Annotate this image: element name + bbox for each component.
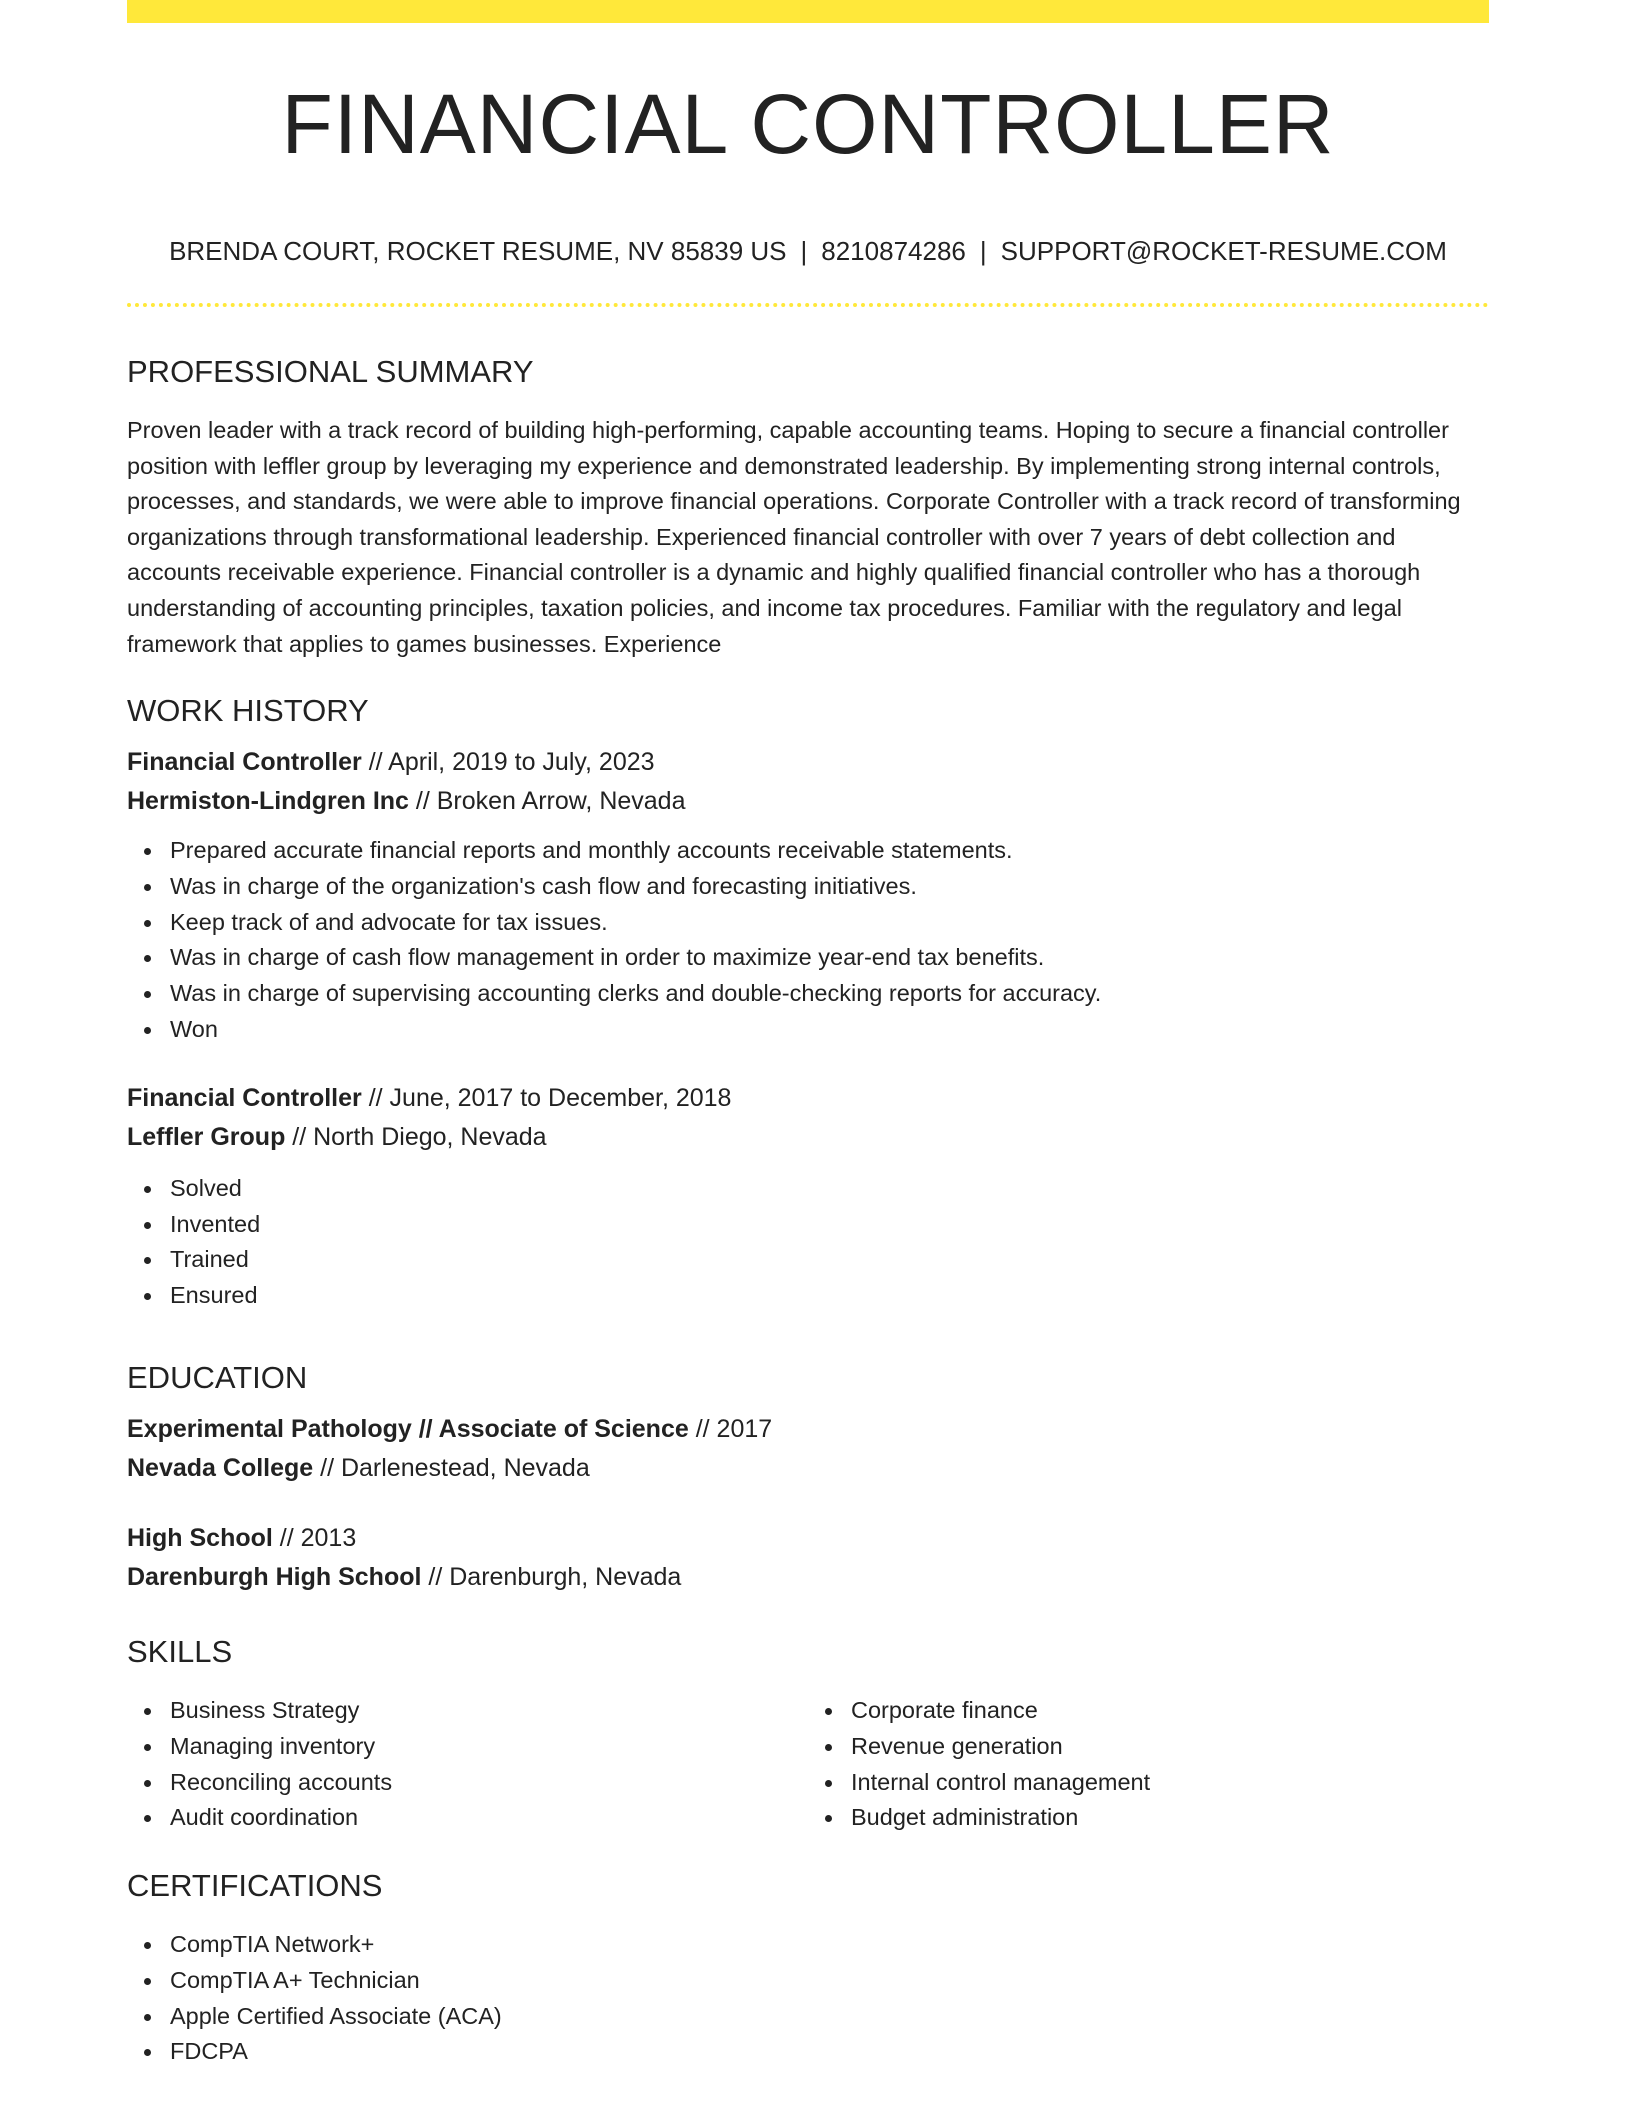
degree-line — [127, 1519, 1489, 1558]
job-bullet: Won — [170, 1012, 1489, 1048]
work-history-section — [127, 695, 1489, 1314]
section-heading-education: EDUCATION — [127, 1360, 308, 1395]
skill-item: Revenue generation — [851, 1729, 1489, 1765]
education-year: // 2017 — [688, 1415, 773, 1443]
job-bullets — [127, 1171, 1489, 1314]
school: Nevada College — [127, 1454, 314, 1482]
job-bullet: Was in charge of the organization's cash flow and forecasting initiatives. — [170, 869, 1489, 905]
school-line — [127, 1558, 1489, 1597]
degree: High School — [127, 1524, 273, 1552]
contact-phone: 8210874286 — [821, 236, 966, 266]
job-title: Financial Controller — [127, 1083, 362, 1112]
section-heading-summary: PROFESSIONAL SUMMARY — [127, 354, 534, 389]
job-entry — [127, 743, 1489, 1048]
job-entry — [127, 1079, 1489, 1314]
dotted-divider — [127, 303, 1489, 307]
skill-item: Audit coordination — [170, 1800, 808, 1836]
skill-item: Internal control management — [851, 1765, 1489, 1801]
certification-item: CompTIA A+ Technician — [170, 1963, 1489, 1999]
skills-list-right — [808, 1693, 1489, 1836]
contact-address: BRENDA COURT, ROCKET RESUME, NV 85839 US — [169, 236, 787, 266]
certification-item: Apple Certified Associate (ACA) — [170, 1999, 1489, 2035]
job-bullet: Invented — [170, 1207, 1489, 1243]
section-heading-work-history: WORK HISTORY — [127, 693, 369, 728]
school-location: // Darenburgh, Nevada — [421, 1563, 682, 1591]
education-entry — [127, 1519, 1489, 1597]
job-bullet: Prepared accurate financial reports and monthly accounts receivable statements. — [170, 833, 1489, 869]
job-title-line — [127, 1079, 1489, 1118]
job-location: // Broken Arrow, Nevada — [408, 787, 686, 815]
certification-item: FDCPA — [170, 2034, 1489, 2070]
job-dates: // April, 2019 to July, 2023 — [361, 748, 655, 776]
job-bullets — [127, 833, 1489, 1048]
accent-top-bar — [127, 0, 1489, 23]
job-bullet: Keep track of and advocate for tax issues. — [170, 905, 1489, 941]
certifications-section — [127, 1870, 1489, 2070]
school-location: // Darlenestead, Nevada — [313, 1454, 590, 1482]
section-heading-skills: SKILLS — [127, 1634, 233, 1669]
job-company: Leffler Group — [127, 1122, 286, 1151]
degree-line — [127, 1410, 1489, 1449]
contact-separator: | — [979, 236, 987, 266]
skills-list-left — [127, 1693, 808, 1836]
certification-item: CompTIA Network+ — [170, 1927, 1489, 1963]
job-bullet: Was in charge of cash flow management in order to maximize year-end tax benefits. — [170, 940, 1489, 976]
education-section — [127, 1362, 1489, 1597]
resume-title: FINANCIAL CONTROLLER — [281, 77, 1335, 171]
job-title-line — [127, 743, 1489, 782]
degree: Experimental Pathology // Associate of Science — [127, 1415, 689, 1443]
job-dates: // June, 2017 to December, 2018 — [361, 1083, 732, 1112]
job-bullet: Was in charge of supervising accounting clerks and double-checking reports for accuracy. — [170, 976, 1489, 1012]
skill-item: Budget administration — [851, 1800, 1489, 1836]
job-bullet: Ensured — [170, 1278, 1489, 1314]
job-company-line — [127, 782, 1489, 821]
job-company-line — [127, 1118, 1489, 1157]
job-bullet: Trained — [170, 1242, 1489, 1278]
contact-line — [127, 238, 1489, 264]
summary-text: Proven leader with a track record of building high-performing, capable accounting teams. Hoping to secure a financial controller position with leffler group by leveraging my experience and demonstrated leadership. By implementing strong internal controls, processes, and standards, we were able to improve financial operations. Corporate Controller with a track record of transforming organizations through transformational leadership. Experienced financial controller with over 7 years of debt collection and accounts receivable experience. Financial controller is a dynamic and highly qualified financial controller who has a thorough understanding of accounting principles, taxation policies, and income tax procedures. Familiar with the regulatory and legal framework that applies to games businesses. Experience — [127, 417, 1461, 657]
skills-section — [127, 1636, 1489, 1836]
skill-item: Managing inventory — [170, 1729, 808, 1765]
certifications-list — [127, 1927, 1489, 2070]
skill-item: Corporate finance — [851, 1693, 1489, 1729]
job-company: Hermiston-Lindgren Inc — [127, 787, 409, 815]
summary-section — [127, 356, 1489, 662]
contact-separator: | — [800, 236, 808, 266]
contact-email: SUPPORT@ROCKET-RESUME.COM — [1000, 236, 1447, 266]
job-title: Financial Controller — [127, 748, 362, 776]
skill-item: Business Strategy — [170, 1693, 808, 1729]
skill-item: Reconciling accounts — [170, 1765, 808, 1801]
job-bullet: Solved — [170, 1171, 1489, 1207]
education-year: // 2013 — [272, 1524, 357, 1552]
job-location: // North Diego, Nevada — [285, 1122, 547, 1151]
school-line — [127, 1449, 1489, 1488]
section-heading-certifications: CERTIFICATIONS — [127, 1868, 383, 1903]
school: Darenburgh High School — [127, 1563, 422, 1591]
education-entry — [127, 1410, 1489, 1488]
skills-columns — [127, 1693, 1489, 1836]
